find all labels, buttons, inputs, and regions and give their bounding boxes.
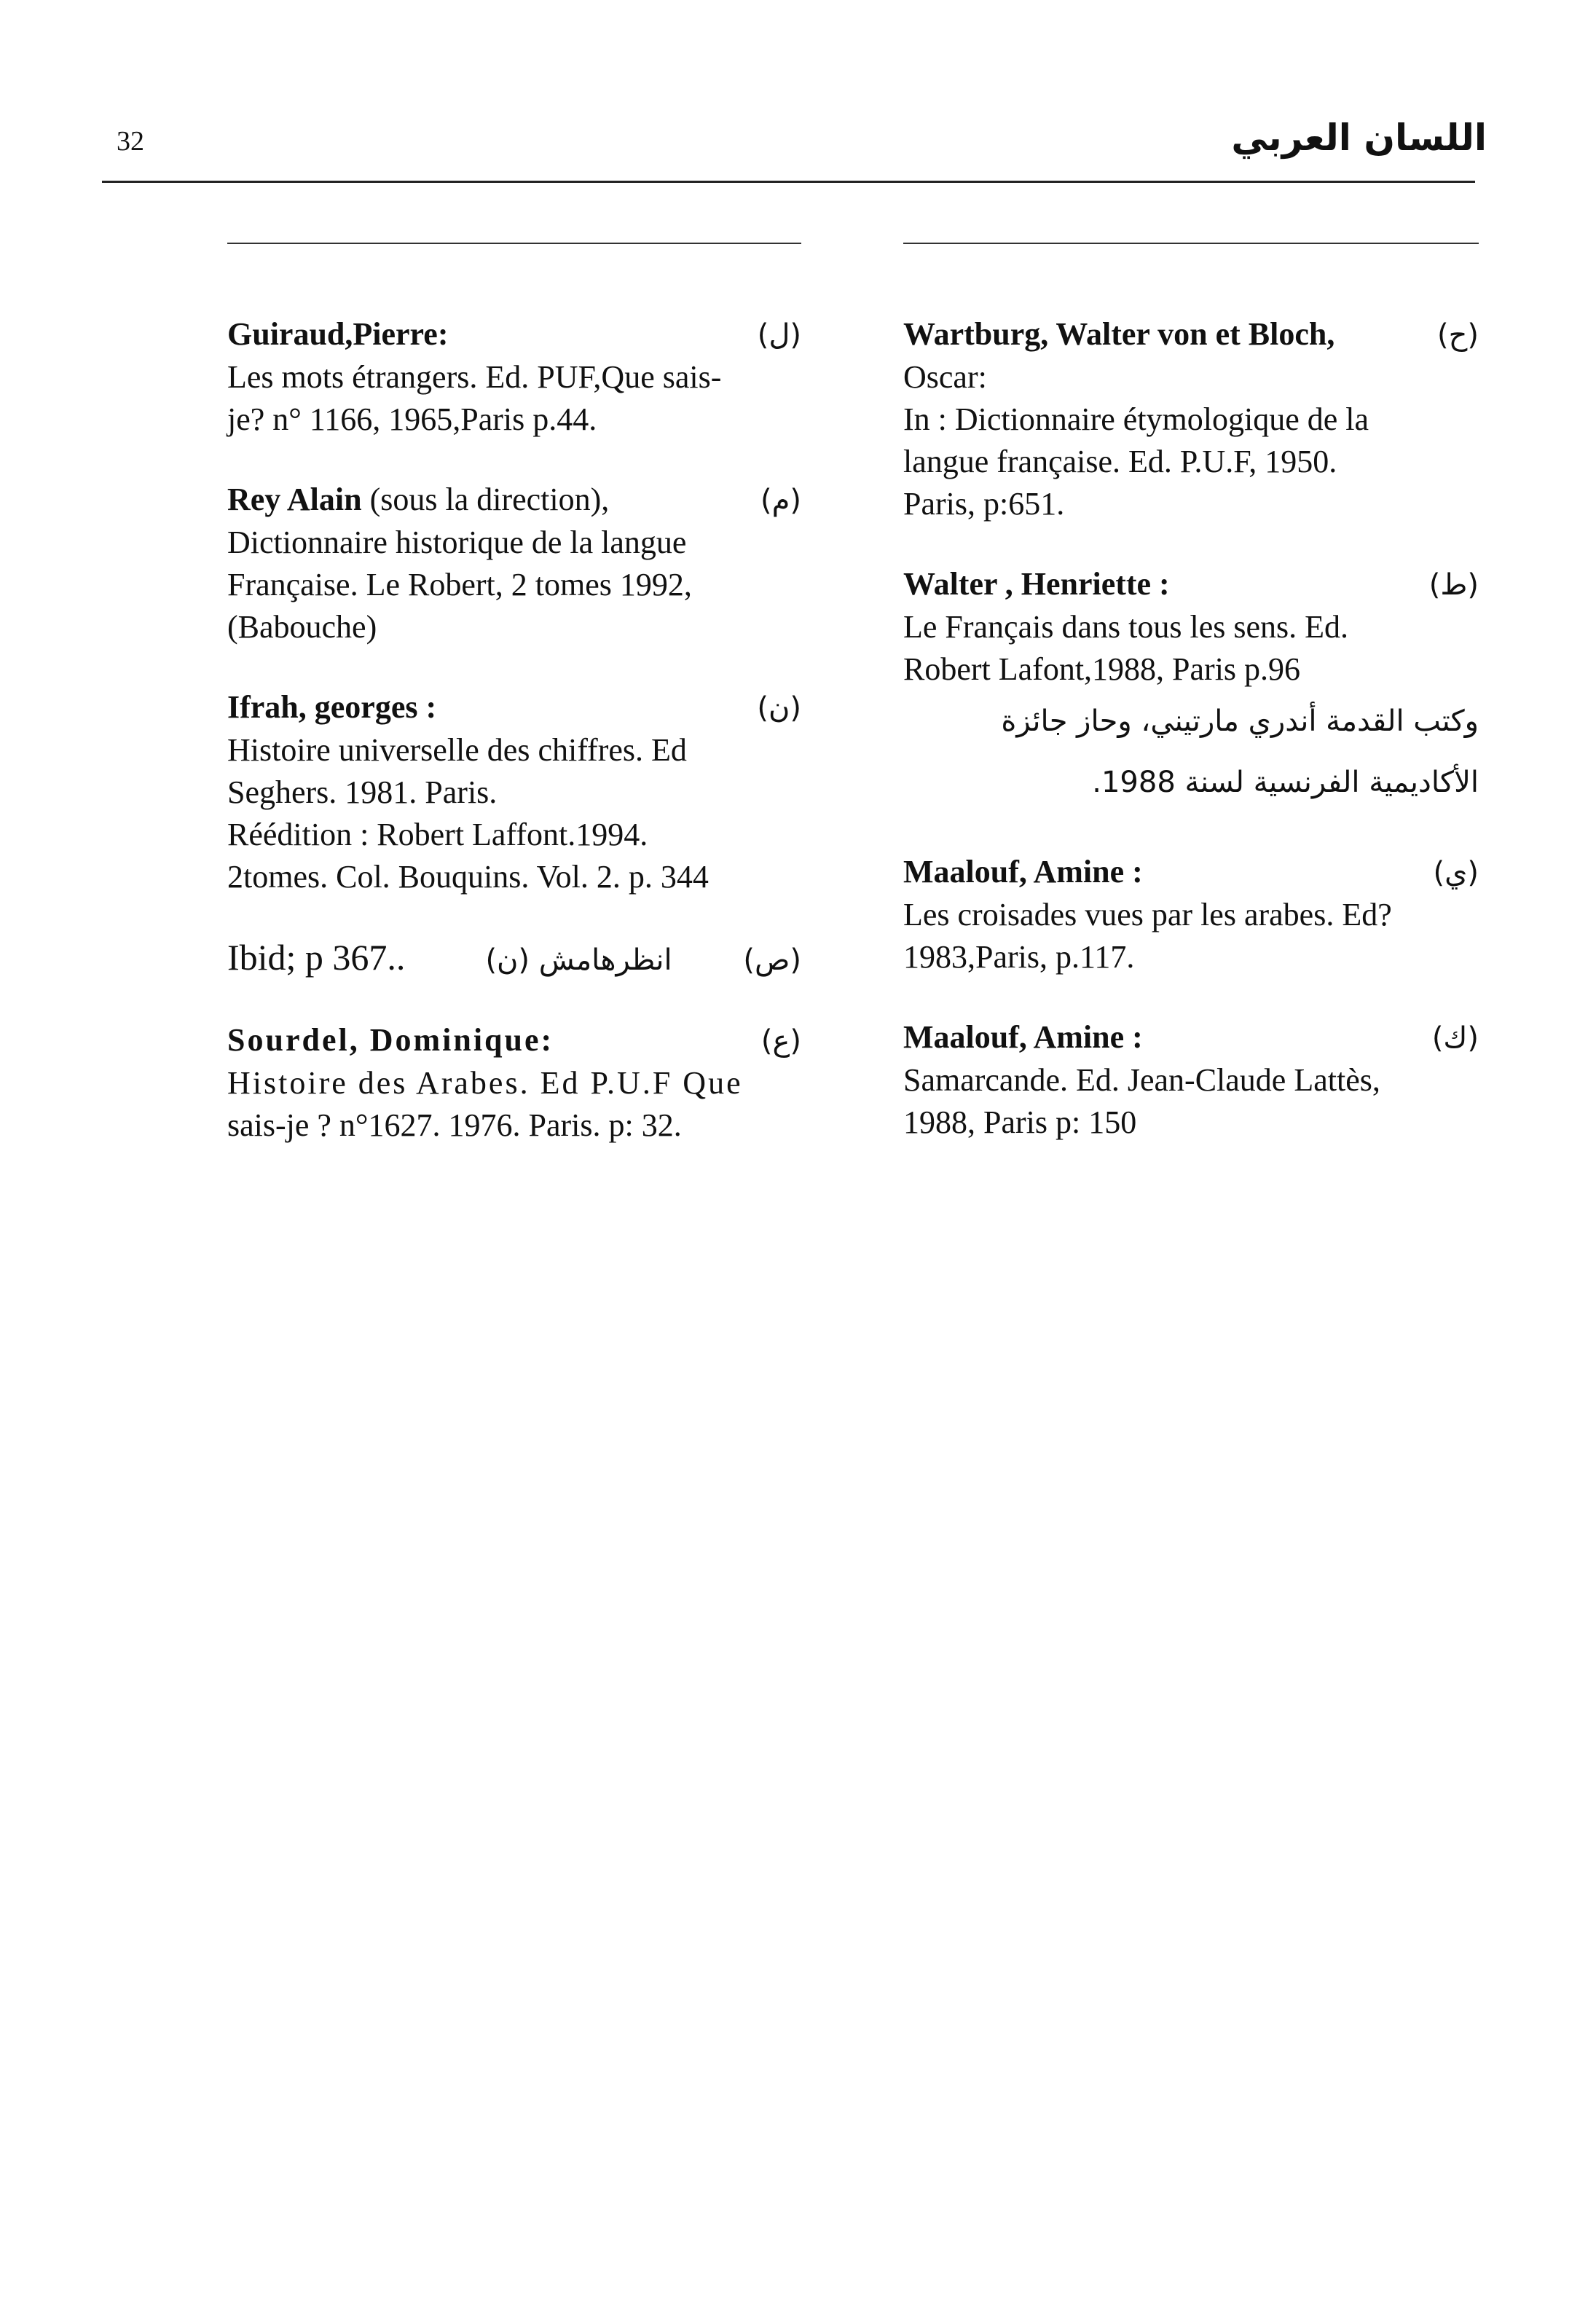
header-rule <box>102 181 1475 183</box>
page-number: 32 <box>117 126 144 157</box>
entry-line: Robert Lafont,1988, Paris p.96 <box>903 651 1301 687</box>
entry-body <box>227 729 801 898</box>
entry-line: Dictionnaire historique de la langue <box>227 525 687 560</box>
arabic-note <box>903 691 1479 813</box>
entry-body <box>227 522 801 648</box>
reference-entry <box>227 1019 801 1147</box>
entry-line: sais-je ? n°1627. 1976. Paris. p: 32. <box>227 1107 682 1143</box>
entry-head <box>227 313 801 356</box>
entry-body <box>903 606 1479 691</box>
entry-line: Seghers. 1981. Paris. <box>227 774 498 810</box>
footnote-marker: (م) <box>760 484 801 517</box>
entry-body <box>903 398 1479 525</box>
entry-author: Maalouf, Amine : <box>903 854 1143 890</box>
entry-body <box>227 356 801 441</box>
footnote-marker: (ح) <box>1436 318 1479 352</box>
entry-body <box>903 894 1479 978</box>
entry-body <box>903 1059 1479 1144</box>
entry-author: Wartburg, Walter von et Bloch, <box>903 316 1335 352</box>
left-column-rule <box>227 243 801 244</box>
entry-head <box>227 686 801 729</box>
entry-head <box>903 313 1479 356</box>
left-column <box>227 313 801 1185</box>
footnote-marker: (ك) <box>1431 1021 1479 1055</box>
ibid-note: انظرهامش (ن) <box>485 943 672 977</box>
reference-entry <box>903 851 1479 978</box>
entry-line: Réédition : Robert Laffont.1994. <box>227 817 648 852</box>
right-column-rule <box>903 243 1479 244</box>
arabic-line: وكتب القدمة أندري مارتيني، وحاز جائزة <box>1001 704 1479 738</box>
footnote-marker: (ع) <box>760 1024 801 1058</box>
entry-author: Sourdel, Dominique: <box>227 1022 554 1058</box>
entry-line: Histoire universelle des chiffres. Ed <box>227 732 687 768</box>
ibid-text: Ibid; p 367.. <box>227 937 406 978</box>
entry-line: 1988, Paris p: 150 <box>903 1104 1137 1140</box>
footnote-marker: (ن) <box>757 691 801 725</box>
entry-line: (Babouche) <box>227 609 377 645</box>
footnote-marker: (ص) <box>743 943 801 977</box>
entry-line: Française. Le Robert, 2 tomes 1992, <box>227 567 692 602</box>
entry-line: 2tomes. Col. Bouquins. Vol. 2. p. 344 <box>227 859 709 895</box>
journal-title: اللسان العربي <box>1231 117 1487 159</box>
entry-head <box>227 479 801 522</box>
entry-author: Maalouf, Amine : <box>903 1019 1143 1055</box>
entry-head <box>903 1016 1479 1059</box>
reference-entry <box>903 313 1479 525</box>
reference-entry <box>903 563 1479 813</box>
entry-line: 1983,Paris, p.117. <box>903 939 1135 975</box>
reference-entry <box>903 1016 1479 1144</box>
entry-author: Guiraud,Pierre: <box>227 316 449 352</box>
entry-author: Walter , Henriette : <box>903 566 1170 602</box>
entry-line: je? n° 1166, 1965,Paris p.44. <box>227 401 597 437</box>
right-column <box>903 313 1479 1182</box>
entry-line: Les croisades vues par les arabes. Ed? <box>903 897 1392 932</box>
entry-body <box>227 1062 801 1147</box>
entry-head <box>903 851 1479 894</box>
entry-author: Ifrah, georges : <box>227 689 437 725</box>
entry-line: In : Dictionnaire étymologique de la <box>903 401 1369 437</box>
entry-line: Histoire des Arabes. Ed P.U.F Que <box>227 1065 743 1101</box>
entry-author-extra: (sous la direction), <box>361 482 610 517</box>
reference-entry <box>227 686 801 898</box>
arabic-line: الأكاديمية الفرنسية لسنة 1988. <box>1092 766 1479 799</box>
ibid-row <box>227 936 801 981</box>
footnote-marker: (ل) <box>757 318 801 352</box>
reference-entry <box>227 313 801 441</box>
footnote-marker: (ي) <box>1433 856 1479 890</box>
entry-line: Les mots étrangers. Ed. PUF,Que sais- <box>227 359 722 395</box>
entry-line: Le Français dans tous les sens. Ed. <box>903 609 1348 645</box>
footnote-marker: (ط) <box>1428 568 1479 602</box>
entry-head <box>903 563 1479 606</box>
entry-line: langue française. Ed. P.U.F, 1950. <box>903 444 1337 479</box>
entry-author-line2: Oscar: <box>903 359 987 395</box>
entry-line: Samarcande. Ed. Jean-Claude Lattès, <box>903 1062 1380 1098</box>
entry-author: Rey Alain (sous la direction), <box>227 482 610 517</box>
entry-line: Paris, p:651. <box>903 486 1065 522</box>
ibid-entry <box>227 936 801 981</box>
reference-entry <box>227 479 801 648</box>
entry-head <box>227 1019 801 1062</box>
